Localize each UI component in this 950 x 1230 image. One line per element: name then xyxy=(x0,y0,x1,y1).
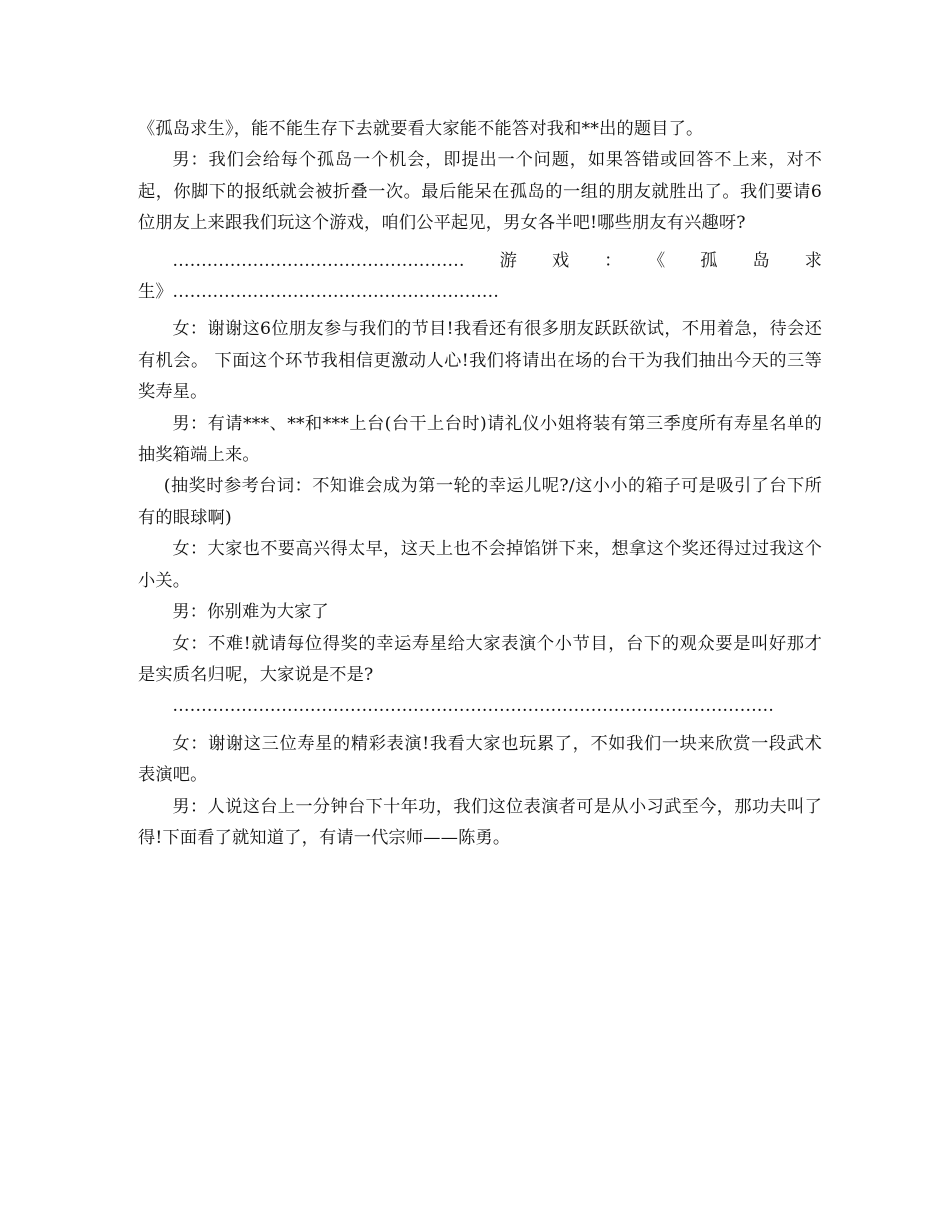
paragraph-divider: …………………………………………………………………………………………… xyxy=(172,696,774,717)
paragraph-male-reply: 男：你别难为大家了 xyxy=(172,602,329,623)
paragraph-male-rules: 男：我们会给每个孤岛一个机会，即提出一个问题，如果答错或回答不上来，对不起，你脚下的报纸就会被折叠一次。最后能呆在孤岛的一组的朋友就胜出了。我们要请6位朋友上来跟我们玩这个游戏，咱们公平起见，男女各半吧!哪些朋友有兴趣呀? xyxy=(138,150,822,234)
paragraph-lottery-note: (抽奖时参考台词：不知谁会成为第一轮的幸运儿呢?/这小小的箱子可是吸引了台下所有的眼球啊) xyxy=(138,476,822,528)
paragraph-intro: 《孤岛求生》，能不能生存下去就要看大家能不能答对我和**出的题目了。 xyxy=(138,119,704,139)
paragraph-female-martial-arts: 女：谢谢这三位寿星的精彩表演!我看大家也玩累了，不如我们一块来欣赏一段武术表演吧。 xyxy=(138,733,822,786)
paragraph-female-challenge: 女：大家也不要高兴得太早，这天上也不会掉馅饼下来，想拿这个奖还得过过我这个小关。 xyxy=(138,539,822,591)
paragraph-male-invite: 男：有请***、**和***上台(台干上台时)请礼仪小姐将装有第三季度所有寿星名单的抽奖箱端上来。 xyxy=(138,413,822,466)
document-page xyxy=(138,114,822,854)
paragraph-female-thanks: 女：谢谢这6位朋友参与我们的节目!我看还有很多朋友跃跃欲试，不用着急，待会还有机会。 下面这个环节我相信更激动人心!我们将请出在场的台干为我们抽出今天的三等奖寿星。 xyxy=(138,319,822,403)
paragraph-game-divider: ……………………………………………游戏：《孤岛求生》………………………………………………… xyxy=(138,250,822,303)
paragraph-male-introduce-master: 男：人说这台上一分钟台下十年功，我们这位表演者可是从小习武至今，那功夫叫了得!下面看了就知道了，有请一代宗师——陈勇。 xyxy=(138,796,822,848)
paragraph-female-performance: 女：不难!就请每位得奖的幸运寿星给大家表演个小节目，台下的观众要是叫好那才是实质名归呢，大家说是不是? xyxy=(138,633,822,685)
